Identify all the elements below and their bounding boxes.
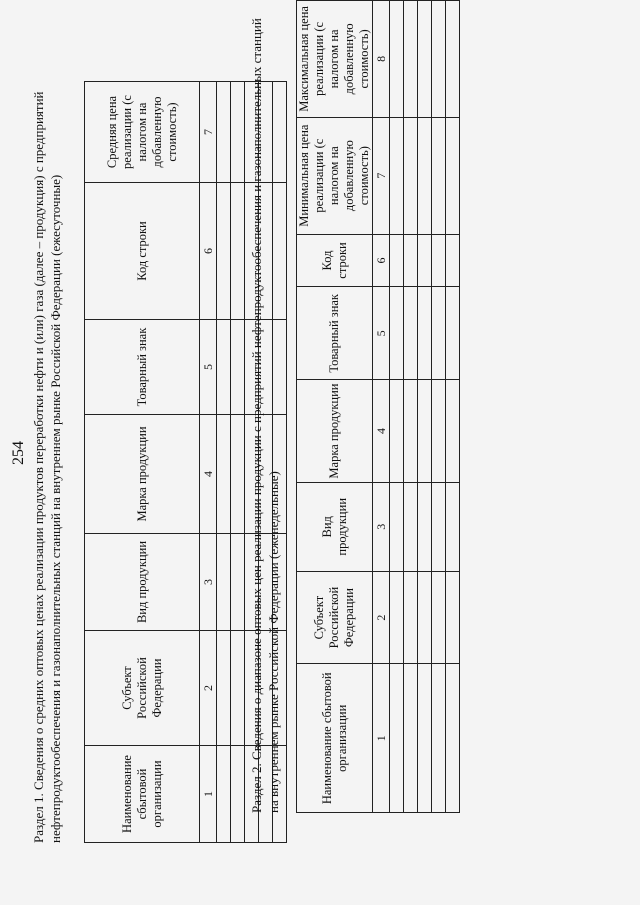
s2-colnum: 8 (373, 1, 390, 118)
table-row (446, 1, 460, 813)
s2-colnum: 4 (373, 380, 390, 483)
table-row (432, 1, 446, 813)
s2-col-brand: Марка продукции (297, 380, 373, 483)
s1-colnum: 1 (200, 746, 217, 843)
s1-col-rowcode: Код строки (85, 183, 200, 320)
s1-colnum: 5 (200, 320, 217, 415)
s2-col-trademark: Товарный знак (297, 287, 373, 380)
s2-colnum: 1 (373, 664, 390, 813)
s2-col-org: Наименование сбытовой организации (297, 664, 373, 813)
table-row (418, 1, 432, 813)
s1-colnum: 7 (200, 82, 217, 183)
section2-table (296, 0, 460, 813)
s1-col-avg-price: Средняя цена реализации (с налогом на добавленную стоимость) (85, 82, 200, 183)
s2-col-subject: Субъект Российской Федерации (297, 571, 373, 664)
table-row (404, 1, 418, 813)
table-row (217, 82, 231, 843)
s1-col-subject: Субъект Российской Федерации (85, 631, 200, 746)
table-row (390, 1, 404, 813)
s1-colnum: 3 (200, 534, 217, 631)
s2-colnum: 7 (373, 117, 390, 234)
s2-col-max-price: Максимальная цена реализации (с налогом на добавленную стоимость) (297, 1, 373, 118)
s2-colnum: 3 (373, 482, 390, 571)
s2-col-rowcode: Код строки (297, 234, 373, 287)
section1-heading: Раздел 1. Сведения о средних оптовых ценах реализации продуктов переработки нефти и (или) газа (далее – продукция) с предприятий нефтепродуктообеспечения и газонаполнительных станций на внутреннем рынке Российской Федерации (ежесуточные) (31, 91, 63, 843)
s1-col-org: Наименование сбытовой организации (85, 746, 200, 843)
s2-colnum: 2 (373, 571, 390, 664)
s1-colnum: 6 (200, 183, 217, 320)
s2-col-min-price: Минимальная цена реализации (с налогом на добавленную стоимость) (297, 117, 373, 234)
s2-colnum: 6 (373, 234, 390, 287)
s1-colnum: 2 (200, 631, 217, 746)
s2-col-type: Вид продукции (297, 482, 373, 571)
s2-colnum: 5 (373, 287, 390, 380)
section2-heading: Раздел 2. Сведения о диапазоне оптовых цен реализации продукции с предприятий нефтепродуктообеспечения и газонаполнительных станций на внутреннем рынке Российской Федерации (еженедельные) (249, 18, 281, 813)
s1-colnum: 4 (200, 415, 217, 534)
table-row (231, 82, 245, 843)
s1-col-brand: Марка продукции (85, 415, 200, 534)
page-number: 254 (10, 441, 27, 465)
s1-col-trademark: Товарный знак (85, 320, 200, 415)
s1-col-type: Вид продукции (85, 534, 200, 631)
